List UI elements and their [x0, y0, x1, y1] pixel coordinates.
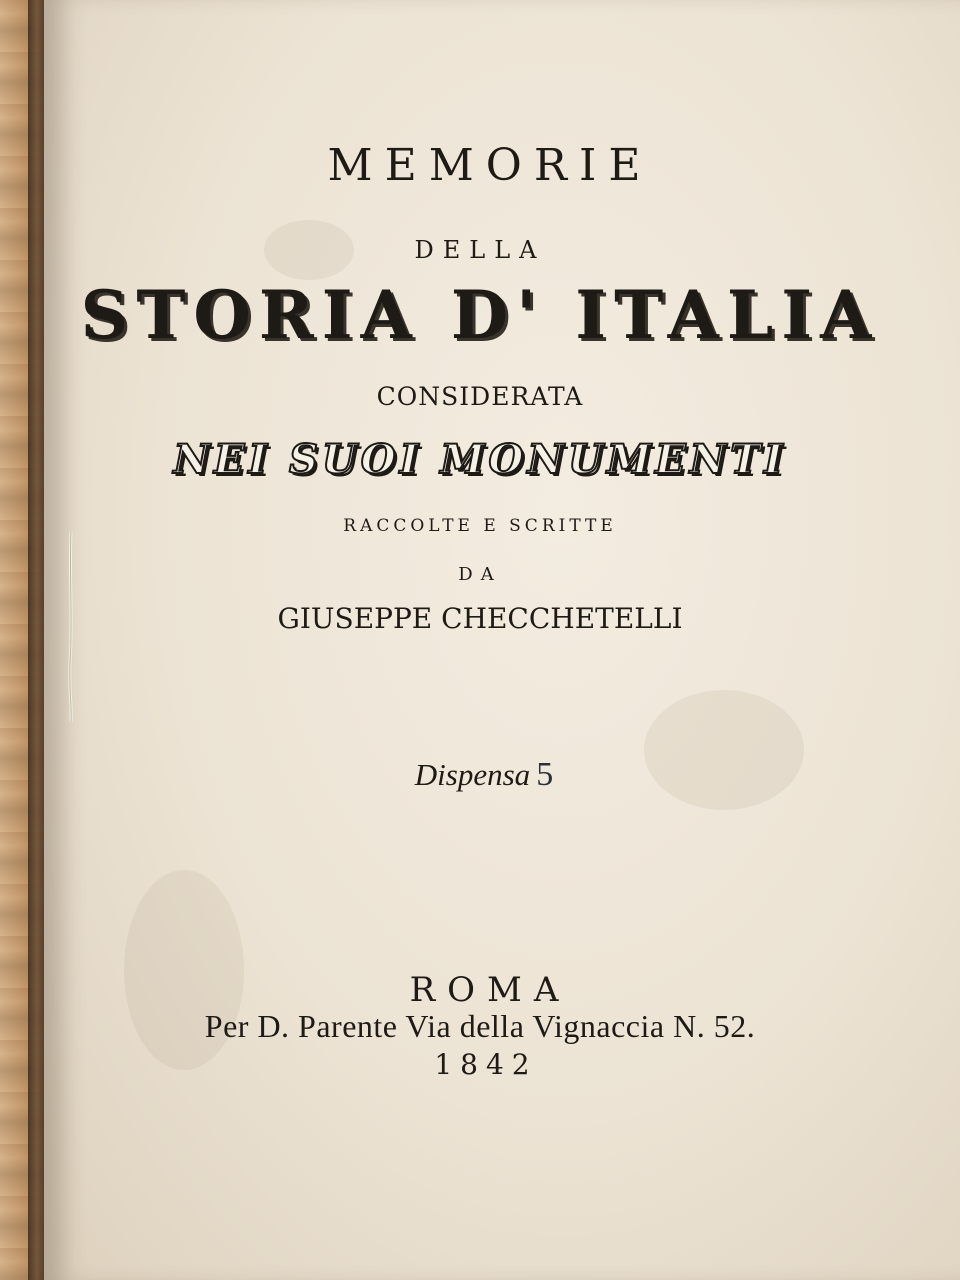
imprint-publisher: Per D. Parente Via della Vignaccia N. 52. [204, 1008, 756, 1044]
line-raccolte: RACCOLTE E SCRITTE [343, 516, 617, 536]
imprint-city: ROMA [409, 970, 571, 1010]
imprint-year: 1842 [434, 1048, 538, 1081]
subtitle-monumenti: NEI SUOI MONUMENTI [173, 436, 787, 483]
heading-memorie: MEMORIE [327, 140, 653, 191]
main-title: STORIA D' ITALIA [80, 276, 880, 354]
title-page-text [60, 0, 900, 1280]
heading-della: DELLA [414, 236, 546, 264]
issue-line [60, 756, 904, 794]
subtitle-considerata: CONSIDERATA [376, 382, 584, 411]
issue-number: 5 [536, 756, 554, 793]
issue-label: Dispensa [414, 757, 531, 792]
author-name: GIUSEPPE CHECCHETELLI [277, 602, 683, 635]
line-da: DA [458, 564, 502, 585]
